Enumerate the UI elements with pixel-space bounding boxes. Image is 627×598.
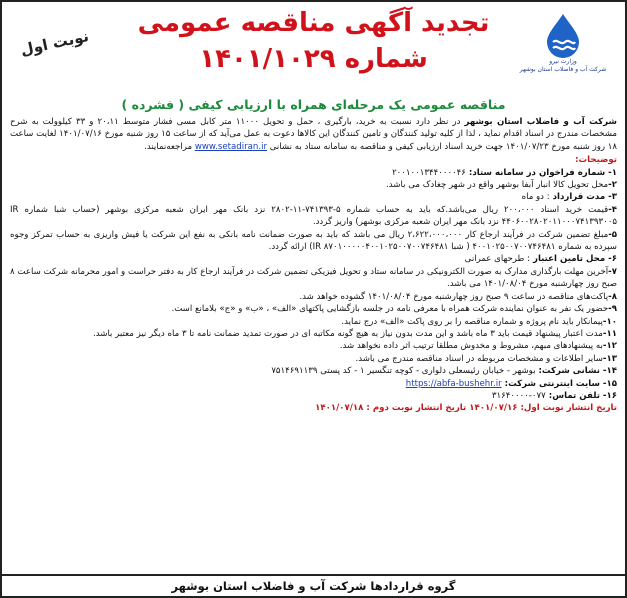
item-text: به پیشنهادهای مبهم، مشروط و مخدوش مطلقا ترتیب اثر داده نخواهد شد. <box>339 341 603 352</box>
list-item <box>10 328 617 340</box>
item-text: قیمت خرید اسناد ۲۰۰،۰۰۰ ریال می‌باشد.که باید به حساب شماره ۵-۷۴۱۳۹۳-۱۱-۲۸۰۲ نزد بانک مهر ایران شعبه مرکزی بوشهر (حساب شبا شماره IR ۴۴۰۶۰۰۲۸۰۲۰۱۱۰۰۰۷۴۱۳۹۳۰۰۵ نزد بانک مهر ایران شعبه مرکزی بوشهر) واریز گردد. <box>10 204 617 228</box>
company-website-link[interactable]: https://abfa-bushehr.ir <box>405 378 502 389</box>
item-label: ۱- شماره فراخوان در سامانه ستاد: <box>465 167 617 178</box>
item-text: ۲۰۰۱۰۰۱۳۴۴۰۰۰۰۴۶ <box>392 167 466 178</box>
item-text: حضور یک نفر به عنوان نماینده شرکت همراه با معرفی نامه در جلسه بازگشایی پاکتهای «الف» ، «ب» و «ج» بلامانع است. <box>171 304 609 315</box>
setad-link[interactable]: www.setadiran.ir <box>194 141 268 152</box>
tender-number: شماره ۱۴۰۱/۱۰۲۹ <box>199 44 428 74</box>
item-text: : دو ماه <box>521 192 550 203</box>
intro-paragraph <box>10 116 617 153</box>
contracts-group-signature: گروه قراردادها شرکت آب و فاضلاب استان بوشهر <box>2 574 625 596</box>
list-item <box>10 204 617 229</box>
logo-ministry: وزارت نیرو <box>549 58 577 65</box>
item-text: آخرین مهلت بارگذاری مدارک به صورت الکترونیکی در سامانه ستاد و تحویل فیزیکی تضمین شرکت در فرآیند ارجاع کار به دفتر حراست و امور محرمانه شرکت ساعت ۸ صبح روز چهارشنبه مورخ ۱۴۰۱/۰۸/۰۴ می باشد. <box>10 266 617 290</box>
publication-round: نوبت اول <box>18 26 91 60</box>
item-label: ۱۰- <box>602 316 617 327</box>
item-text: ۰۷۷-۳۱۶۴۰۰۰۰ <box>491 390 546 401</box>
item-label: ۱۶- تلفن تماس: <box>545 390 617 401</box>
list-item <box>10 365 617 377</box>
list-item <box>10 179 617 191</box>
item-text: سایر اطلاعات و مشخصات مربوطه در اسناد مناقصه مندرج می باشد. <box>355 353 603 364</box>
item-label: ۲- <box>608 180 617 191</box>
item-label: ۷- <box>608 266 617 277</box>
item-text: مدت اعتبار پیشنهاد قیمت باید ۳ ماه باشد و این مدت بدون نیاز به هیچ گونه مکاتبه ای در صورت تمدید ضمانت نامه تا ۳ ماه دیگر نیز معتبر باشد. <box>93 328 603 339</box>
item-text: محل تحویل کالا انبار آبفا بوشهر واقع در شهر چغادک می باشد. <box>386 180 609 191</box>
list-item <box>10 167 617 179</box>
list-item <box>10 378 617 390</box>
company-name: شرکت آب و فاضلاب استان بوشهر <box>464 117 617 127</box>
item-text: مبلغ تضمین شرکت در فرآیند ارجاع کار ۲،۶۲۲،۰۰۰،۰۰۰ ریال می باشد که باید به صورت ضمانت نامه بانکی به نفع این شرکت یا فیش واریزی به حساب تمرکز وجوه سپرده به شماره ۴۰۰۱۰۲۵۰۰۷۰۰۷۴۶۴۸۱ ( شبا IR ۸۷۰۱۰۰۰۰۰۴۰۰۱۰۲۵۰۰۷۰۰۷۴۶۴۸۱) ارائه گردد. <box>10 229 617 253</box>
water-drop-icon <box>535 12 591 58</box>
item-label: ۶- محل تامین اعتبار <box>530 254 617 265</box>
notice-header <box>10 6 617 106</box>
item-label: ۱۳- <box>602 353 617 364</box>
list-item <box>10 291 617 303</box>
intro-tail: مراجعه‌نمایند. <box>144 141 195 152</box>
item-label: ۳- مدت قرارداد <box>549 192 617 203</box>
company-logo <box>515 12 611 74</box>
notice-title: تجدید آگهی مناقصه عمومی <box>137 8 490 38</box>
notes-list <box>10 167 617 403</box>
item-label: ۱۲- <box>602 341 617 352</box>
item-label: ۱۱- <box>602 328 617 339</box>
list-item <box>10 266 617 291</box>
list-item <box>10 229 617 254</box>
logo-company-name: شرکت آب و فاضلاب استان بوشهر <box>519 66 607 73</box>
item-text: بوشهر - خیابان رئیسعلی دلواری - کوچه تنگسیر ۱ - کد پستی ۷۵۱۴۶۹۱۱۳۹ <box>271 366 536 377</box>
item-label: ۸- <box>608 291 617 302</box>
list-item <box>10 353 617 365</box>
publication-dates: تاریخ انتشار نوبت اول: ۱۴۰۱/۰۷/۱۶ تاریخ انتشار نوبت دوم : ۱۴۰۱/۰۷/۱۸ <box>315 403 617 414</box>
item-label: ۴- <box>608 204 618 215</box>
item-label: ۱۴- نشانی شرکت: <box>535 366 617 377</box>
intro-text: در نظر دارد نسبت به خرید، بارگیری ، حمل و تحویل ۱۱۰۰۰ متر کابل مسی فشار متوسط ۲۰،۱۱ و ۳۳ کیلوولت به شرح مشخصات مندرج در اسناد اقدام نماید ، لذا از کلیه تولید کنندگان و تامین کنندگان این کالاها دعوت به عمل می‌آید که از ساعت ۱۵ روز شنبه مورخ ۱۴۰۱/۰۷/۱۶ لغایت ساعت ۱۸ روز شنبه مورخ ۱۴۰۱/۰۷/۲۳ جهت خرید اسناد ارزیابی کیفی و مناقصه به سامانه ستاد به نشانی <box>10 117 618 152</box>
notes-title: توضیحات: <box>575 155 617 166</box>
item-label: ۱۵- سایت اینترنتی شرکت: <box>501 378 617 389</box>
list-item <box>10 316 617 328</box>
list-item <box>10 191 617 203</box>
list-item <box>10 303 617 315</box>
list-item <box>10 253 617 265</box>
list-item <box>10 390 617 402</box>
item-text: : طرحهای عمرانی <box>464 254 530 265</box>
item-text: پاکت‌های مناقصه در ساعت ۹ صبح روز چهارشنبه مورخ ۱۴۰۱/۰۸/۰۴ گشوده خواهد شد. <box>299 291 609 302</box>
item-text: پیمانکار باید نام پروژه و شماره مناقصه را بر روی پاکت «الف» درج نماید. <box>341 316 603 327</box>
item-label: ۵- <box>608 229 618 240</box>
notice-subtitle: مناقصه عمومی یک مرحله‌ای همراه با ارزیابی کیفی ( فشرده ) <box>121 97 506 112</box>
item-label: ۹- <box>608 304 617 315</box>
list-item <box>10 340 617 352</box>
